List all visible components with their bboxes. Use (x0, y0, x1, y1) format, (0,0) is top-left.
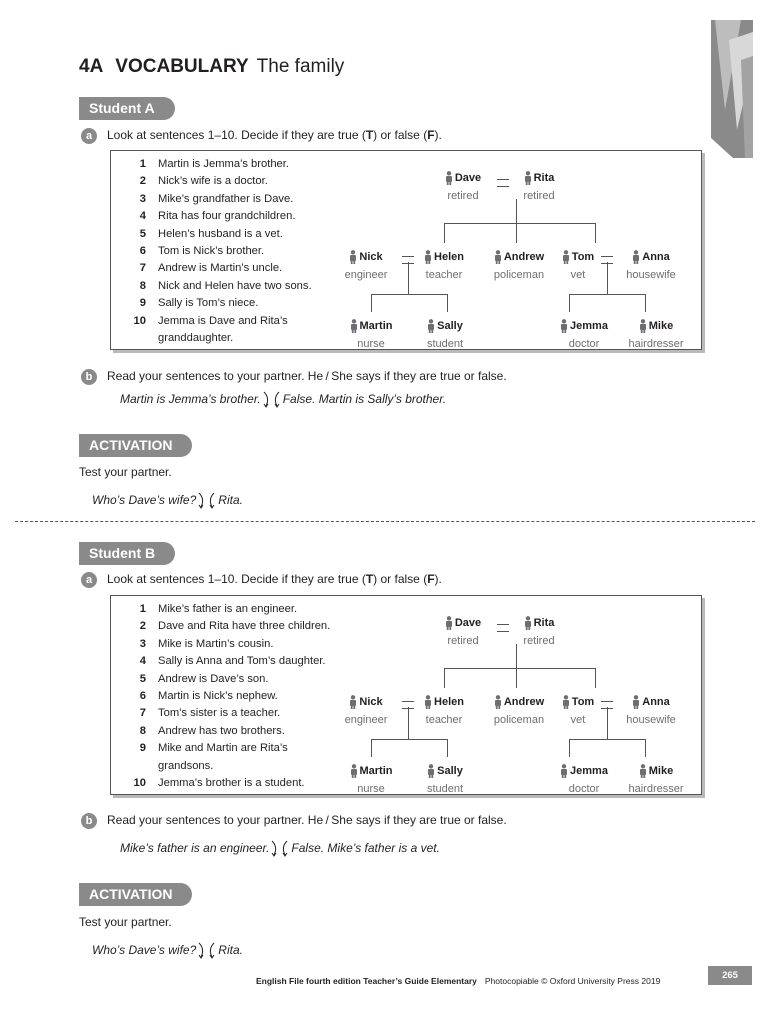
person-name: Sally (437, 320, 463, 332)
person-icon (524, 171, 532, 185)
person-icon (632, 695, 640, 709)
person-job: nurse (357, 783, 385, 795)
person-mike (606, 319, 706, 351)
exercise-a-instruction: Look at sentences 1–10. Decide if they are true (T) or false (F). (107, 572, 442, 586)
person-job: policeman (493, 714, 545, 726)
tree-connector (645, 294, 646, 312)
sentence-item: 9 Mike and Martin are Rita’s grandsons. (139, 742, 288, 772)
speech-turn-icon (196, 941, 218, 961)
sentence-item: 10 Jemma’s brother is a student. (133, 777, 305, 790)
person-job: nurse (357, 338, 385, 350)
person-name: Tom (571, 251, 595, 263)
person-job: housewife (626, 269, 676, 281)
activation-instruction: Test your partner. (79, 915, 172, 929)
speech-turn-icon (261, 390, 283, 410)
person-icon (424, 695, 432, 709)
sentences-tree-box (110, 595, 702, 795)
section-name: VOCABULARY (115, 56, 249, 77)
person-name: Tom (571, 696, 595, 708)
sentence-item: 4 Rita has four grandchildren. (139, 210, 296, 223)
married-symbol (497, 624, 509, 632)
person-rita (489, 616, 589, 648)
exercise-b-badge: b (81, 813, 97, 829)
page-number: 265 (708, 966, 752, 985)
exercise-b-example (120, 390, 446, 410)
person-job: hairdresser (628, 783, 684, 795)
person-job: engineer (344, 269, 388, 281)
example-question: Who’s Dave’s wife? (92, 943, 197, 958)
tree-connector (569, 294, 646, 295)
person-icon (524, 616, 532, 630)
tree-connector (607, 262, 608, 294)
person-name: Rita (533, 617, 555, 629)
person-anna (601, 695, 701, 727)
page-title (79, 56, 344, 78)
tree-connector (444, 223, 596, 224)
activation-example (92, 491, 243, 511)
person-job: doctor (568, 783, 600, 795)
person-name: Martin (359, 320, 393, 332)
corner-decoration (711, 20, 753, 158)
person-icon (350, 764, 358, 778)
tree-connector (371, 294, 448, 295)
person-icon (427, 319, 435, 333)
person-job: teacher (425, 269, 463, 281)
person-job: housewife (626, 714, 676, 726)
person-job: vet (570, 714, 586, 726)
tree-connector (371, 739, 372, 757)
tree-connector (595, 223, 596, 243)
person-icon (562, 695, 570, 709)
person-name: Nick (359, 696, 383, 708)
sentence-item: 5 Andrew is Dave’s son. (139, 672, 269, 685)
example-answer: False. Martin is Sally’s brother. (282, 392, 447, 407)
person-mike (606, 764, 706, 796)
person-job: student (426, 338, 464, 350)
tree-connector (408, 262, 409, 294)
lesson-code: 4A (79, 56, 104, 77)
person-job: hairdresser (628, 338, 684, 350)
person-job: policeman (493, 269, 545, 281)
person-job: doctor (568, 338, 600, 350)
sentences-tree-box (110, 150, 702, 350)
speech-turn-icon (196, 491, 218, 511)
person-name: Jemma (570, 320, 608, 332)
student-b-label: Student B (79, 542, 175, 565)
sentence-item: 6 Martin is Nick’s nephew. (139, 690, 278, 703)
activation-label: ACTIVATION (79, 883, 192, 906)
person-icon (349, 695, 357, 709)
example-answer: Rita. (218, 493, 243, 508)
sentence-item: 1 Mike’s father is an engineer. (139, 603, 298, 615)
person-sally (395, 764, 495, 796)
example-question: Mike’s father is an engineer. (120, 841, 270, 856)
sentence-item: 3 Mike’s grandfather is Dave. (139, 192, 294, 205)
tree-connector (371, 739, 448, 740)
family-tree (111, 151, 701, 349)
tree-connector (444, 668, 596, 669)
exercise-a-instruction: Look at sentences 1–10. Decide if they are true (T) or false (F). (107, 128, 442, 142)
person-icon (560, 319, 568, 333)
person-name: Anna (642, 251, 670, 263)
exercise-b-example (120, 839, 440, 859)
tree-connector (371, 294, 372, 312)
person-icon (639, 764, 647, 778)
sentence-item: 8 Andrew has two brothers. (139, 724, 285, 737)
sentence-item: 9 Sally is Tom’s niece. (139, 297, 259, 310)
person-icon (494, 250, 502, 264)
tree-connector (408, 707, 409, 739)
tree-connector (645, 739, 646, 757)
speech-turn-icon (269, 839, 291, 859)
person-job: retired (523, 190, 555, 202)
activation-instruction: Test your partner. (79, 465, 172, 479)
person-icon (350, 319, 358, 333)
person-icon (445, 171, 453, 185)
example-answer: Rita. (218, 943, 243, 958)
tree-connector (516, 199, 517, 223)
person-icon (639, 319, 647, 333)
married-symbol (497, 179, 509, 187)
person-name: Andrew (503, 696, 545, 708)
person-job: retired (523, 635, 555, 647)
exercise-b-instruction: Read your sentences to your partner. He / She says if they are true or false. (107, 813, 507, 827)
tree-connector (447, 294, 448, 312)
person-name: Mike (648, 320, 674, 332)
family-tree (111, 596, 701, 794)
person-name: Mike (648, 765, 674, 777)
person-name: Martin (359, 765, 393, 777)
tree-connector (595, 668, 596, 688)
person-icon (562, 250, 570, 264)
tree-connector (569, 294, 570, 312)
person-name: Nick (359, 251, 383, 263)
person-job: engineer (344, 714, 388, 726)
sentence-item: 2 Nick’s wife is a doctor. (139, 175, 268, 188)
person-name: Rita (533, 172, 555, 184)
sentence-item: 10 Jemma is Dave and Rita’s granddaughter. (133, 314, 288, 345)
person-icon (427, 764, 435, 778)
person-name: Helen (434, 696, 464, 708)
exercise-a-badge: a (81, 572, 97, 588)
tree-connector (569, 739, 570, 757)
sentence-item: 8 Nick and Helen have two sons. (139, 279, 312, 292)
tree-connector (516, 644, 517, 668)
person-job: vet (570, 269, 586, 281)
student-a-label: Student A (79, 97, 175, 120)
person-job: retired (447, 190, 479, 202)
footer (256, 976, 660, 986)
tree-connector (444, 223, 445, 243)
footer-book-title: English File fourth edition Teacher’s Guide Elementary (256, 976, 477, 986)
tree-connector (444, 668, 445, 688)
example-question: Who’s Dave’s wife? (92, 493, 197, 508)
sentence-item: 6 Tom is Nick’s brother. (139, 245, 265, 258)
sentence-item: 7 Tom’s sister is a teacher. (139, 707, 281, 720)
person-icon (424, 250, 432, 264)
person-name: Dave (454, 617, 482, 629)
sentence-item: 2 Dave and Rita have three children. (139, 620, 331, 633)
person-icon (494, 695, 502, 709)
person-rita (489, 171, 589, 203)
person-name: Dave (454, 172, 482, 184)
tree-connector (516, 223, 517, 243)
person-icon (632, 250, 640, 264)
activation-label: ACTIVATION (79, 434, 192, 457)
exercise-a-badge: a (81, 128, 97, 144)
tree-connector (447, 739, 448, 757)
person-sally (395, 319, 495, 351)
exercise-b-instruction: Read your sentences to your partner. He / She says if they are true or false. (107, 369, 507, 383)
person-name: Helen (434, 251, 464, 263)
person-icon (560, 764, 568, 778)
tree-connector (569, 739, 646, 740)
sentence-item: 3 Mike is Martin’s cousin. (139, 637, 274, 650)
tree-connector (607, 707, 608, 739)
person-name: Jemma (570, 765, 608, 777)
person-name: Sally (437, 765, 463, 777)
footer-copyright: Photocopiable © Oxford University Press 2019 (484, 976, 661, 986)
tree-connector (516, 668, 517, 688)
person-icon (349, 250, 357, 264)
person-job: retired (447, 635, 479, 647)
person-name: Andrew (503, 251, 545, 263)
person-job: student (426, 783, 464, 795)
sentence-item: 4 Sally is Anna and Tom’s daughter. (139, 655, 326, 668)
person-icon (445, 616, 453, 630)
sentence-item: 7 Andrew is Martin’s uncle. (139, 262, 283, 275)
sentence-item: 1 Martin is Jemma’s brother. (139, 158, 289, 170)
exercise-b-badge: b (81, 369, 97, 385)
person-job: teacher (425, 714, 463, 726)
example-answer: False. Mike’s father is a vet. (291, 841, 440, 856)
topic-name: The family (256, 56, 345, 77)
activation-example (92, 941, 243, 961)
sentence-item: 5 Helen’s husband is a vet. (139, 227, 283, 240)
example-question: Martin is Jemma’s brother. (120, 392, 261, 407)
person-name: Anna (642, 696, 670, 708)
person-anna (601, 250, 701, 282)
cut-line (15, 521, 755, 522)
